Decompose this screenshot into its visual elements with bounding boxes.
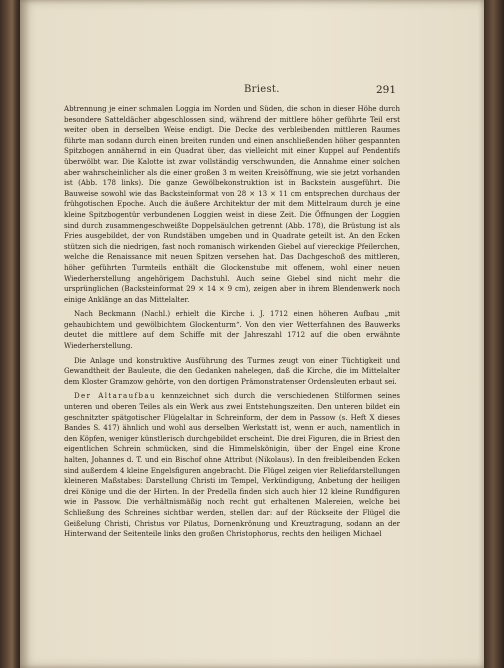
- running-head: [20, 84, 484, 98]
- book-edge: [484, 0, 504, 668]
- altar-heading: Der Altaraufbau: [74, 391, 156, 401]
- running-head-title: Briest.: [244, 84, 280, 95]
- paragraph-1: Abtrennung je einer schmalen Loggia im Norden und Süden, die schon in dieser Höhe durch besondere Satteldächer abgeschlossen sind, während der mittlere höher geführte Teil erst weiter oben in derselben Weise endigt. Die Decke des verbleibenden mittleren Raumes führte man sodann durch einen breiten runden und einen anschließenden höher gespannten Spitzbogen annähernd in ein Quadrat über, das vielleicht mit einer Kuppel auf Pendentifs überwölbt war. Die Kalotte ist zwar vollständig verschwunden, die Annahme einer solchen aber wahrscheinlicher als die einer großen 3 m weiten Kreisöffnung, wie sie jetzt vorhanden ist (Abb. 178 links). Die ganze Gewölbekonstruktion ist in Backstein ausgeführt. Die Bauweise sowohl wie das Backsteinformat von 28 × 13 × 11 cm entsprechen durchaus der frühgotischen Epoche. Auch die äußere Architektur der mit dem Mittelraum durch je eine kleine Spitzbogentür verbundenen Loggien weist in diese Zeit. Die Öffnungen der Loggien sind durch zusammengeschweißte Doppelsäulchen getrennt (Abb. 178), die Brüstung ist als Fries ausgebildet, der von Rundstäben umgeben und in Quadrate geteilt ist. An den Ecken stützen sich die niedrigen, fast noch romanisch wirkenden Giebel auf viereckige Pfeilerchen, welche die Renaissance mit neuen Spitzen versehen hat. Das Dachgeschoß des mittleren, höher geführten Turmteils enthält die Glockenstube mit offenem, wohl einer neuen Wiederherstellung angehörigem Dachstuhl. Auch seine Giebel sind nicht mehr die ursprünglichen (Backsteinformat 29 × 14 × 9 cm), zeigen aber in ihrem Blendenwerk noch einige Anklänge an das Mittelalter.: [64, 104, 400, 304]
- paragraph-2: Nach Beckmann (Nachl.) erhielt die Kirche i. J. 1712 einen höheren Aufbau „mit gehaubichtem und gewölbichtem Glockenturm“. Von den vier Wetterfahnen des Bauwerks deutet die mittlere auf dem Schiffe mit der Jahreszahl 1712 auf die oben erwähnte Wiederherstellung.: [64, 309, 400, 351]
- paragraph-3: Die Anlage und konstruktive Ausführung des Turmes zeugt von einer Tüchtigkeit und Gewandtheit der Bauleute, die den Gedanken nahelegen, daß die Kirche, die im Mittelalter dem Kloster Gramzow gehörte, von den dortigen Prämonstratenser Ordensleuten erbaut sei.: [64, 355, 400, 386]
- paragraph-4: [64, 391, 400, 539]
- paragraph-4-text: kennzeichnet sich durch die verschiedenen Stilformen seines unteren und oberen Teiles als ein Werk aus zwei Entstehungszeiten. Den unteren bildet ein geschnitzter spätgotischer Flügelaltar in Schreinform, der dem in Passow (s. Heft X dieses Bandes S. 417) ähnlich und wohl aus derselben Werkstatt ist, wenn er auch, namentlich in den Köpfen, weniger künstlerisch durchgebildet erscheint. Die drei Figuren, die in Briest den eigentlichen Schrein schmücken, sind die Himmelskönigin, über der Engel eine Krone halten, Johannes d. T. und ein Bischof ohne Attribut (Nikolaus). In den freibleibenden Ecken sind außerdem 4 kleine Engelsfiguren angebracht. Die Flügel zeigen vier Reliefdarstellungen kleineren Maßstabes: Darstellung Christi im Tempel, Verkündigung, Anbetung der heiligen drei Könige und die der Hirten. In der Predella finden sich auch hier 12 kleine Rundfiguren wie in Passow. Die verhältnismäßig noch recht gut erhaltenen Malereien, welche bei Schließung des Schreines sichtbar werden, stellen dar: auf der Rückseite der Flügel die Geißelung Christi, Christus vor Pilatus, Dornenkrönung und Kreuztragung, sodann an der Hinterwand der Seitenteile links den großen Christophorus, rechts den heiligen Michael: [64, 391, 400, 539]
- page-number: 291: [375, 84, 396, 96]
- book-page: [20, 0, 484, 668]
- body-text: [64, 104, 400, 540]
